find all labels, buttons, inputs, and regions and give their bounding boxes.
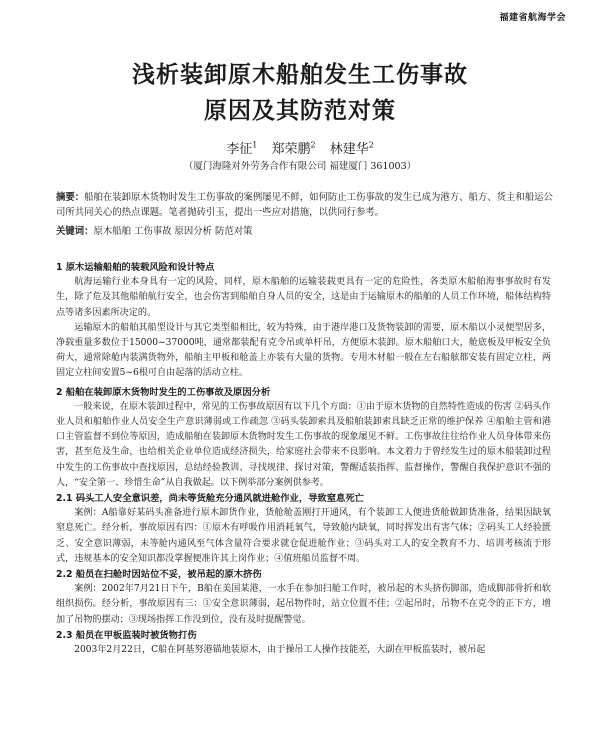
article-body	[56, 257, 551, 658]
paragraph: 2003年2月22日，C船在阿基努港锚地装原木，由于操吊工人操作技能差，大副在甲板监装时，被吊起	[74, 645, 486, 656]
abstract	[56, 190, 556, 220]
paragraph: 案例：A船靠好某码头准备进行原木卸货作业，货舱舱盖刚打开通风，有个装卸工人便进货舱做卸货准备，结果因缺氧窒息死亡。经分析，事故原因有四：①原木有呼吸作用消耗氧气，导致舱内缺氧，同时挥发出有害气体；②码头工人经验匮乏、安全意识薄弱，未等舱内通风至气体含量符合要求就仓促进舱作业；③码头对工人的安全教育不力、培训考核流于形式，违规基本的安全知识都没掌握便准许其上岗作业；④值班船员监督不周。	[56, 508, 551, 564]
subsection-heading: 2.2 船员在扫舱时因站位不妥，被吊起的原木挤伤	[56, 569, 262, 581]
keywords	[56, 224, 556, 239]
abstract-label: 摘要：	[56, 192, 85, 203]
subsection-heading: 2.3 船员在甲板监装时被货物打伤	[56, 629, 197, 641]
paragraph: 运输原木的船舶其船型设计与其它类型船相比，较为特殊，由于港岸港口及货物装卸的需要，原木船以小灵便型居多，净载重量多数位于15000~37000吨，通常都装配有克令吊或单杆吊，方便原木装卸。原木船舶口大，舱底板及甲板安全负荷大，通常除舱内装满货物外，船舶主甲板和舱盖上亦装有大量的货物。专用木材船一般在左右船舷都安装有固定立柱，两固定立柱间安置5~6根可自由起落的活动立柱。	[56, 322, 551, 379]
section-heading: 1 原木运输船舶的装载风险和设计特点	[56, 262, 215, 273]
paper-title-line2: 原因及其防范对策	[204, 98, 396, 124]
paragraph: 案例：2002年7月21日下午，B船在美国某港，一水手在参加扫舱工作时，被吊起的木头挤伤脚部，造成脚部骨折和软组织损伤。经分析，事故原因有三：①安全意识薄弱，起吊物件时，站立位置不佳；②起吊时，吊物不在克令的正下方，增加了吊物的摆动；③现场指挥工作没到位，没有及时提醒警觉。	[56, 584, 551, 625]
subsection-heading: 2.1 码头工人安全意识差，尚未等货舱充分通风就进舱作业，导致窒息死亡	[56, 493, 364, 505]
paper-title-line1: 浅析装卸原木船舶发生工伤事故	[132, 62, 468, 88]
journal-name: 福建省航海学会	[499, 13, 566, 23]
keywords-text: 原木船舶 工伤事故 原因分析 防范对策	[93, 226, 253, 237]
author: 郑荣鹏$^2$	[271, 140, 316, 157]
affiliation: （厦门海隆对外劳务合作有限公司 福建厦门 361003）	[183, 161, 417, 172]
author: 李征$^1$	[226, 140, 258, 157]
paragraph: 航海运输行业本身具有一定的风险，同样，原木船舶的运输装载更具有一定的危险性，各类原木船舶海事事故时有发生，除了危及其他船舶航行安全，也会伤害到船舶自身人员的安全，这是由于运输原木的船舶的人员工作环境，船体结构特点等诸多因素所决定的。	[56, 277, 551, 318]
section-heading: 2 船舶在装卸原木货物时发生的工伤事故及原因分析	[56, 386, 271, 398]
keywords-label: 关键词：	[56, 226, 94, 237]
paragraph: 一般来说，在原木装卸过程中，常见的工伤事故原因有以下几个方面：①由于原木货物的自然特性造成的伤害 ②码头作业人员和船舶作业人员安全生产意识薄弱或工作疏忽 ③码头装卸索具及船舶装卸索具缺乏正常的维护保养 ④船舶主管和港口主管监督不到位等原因，造成船舶在装卸原木货物时发生工伤事故的现象屡见不鲜。工伤事故往往给作业人员身体带来伤害，甚至危及生命，也给相关企业单位造成经济损失，给家庭社会带来不良影响。本文着力于曾经发生过的原木船装卸过程中发生的工伤事故中查找原因，总结经验教训、寻找规律、探讨对策，警醒适装指挥、监督操作，警醒自我保护意识不强的人，“安全第一、珍惜生命”从自我做起。以下例举部分案例供参考。	[56, 401, 551, 488]
abstract-text: 船舶在装卸原木货物时发生工伤事故的案例屡见不鲜，如何防止工伤事故的发生已成为港方、船方、货主和船运公司所共同关心的热点课题。笔者抛砖引玉，提出一些应对措施，以供同行参考。	[56, 192, 553, 218]
author: 林建华$^2$	[329, 140, 374, 157]
author-list	[0, 138, 600, 157]
